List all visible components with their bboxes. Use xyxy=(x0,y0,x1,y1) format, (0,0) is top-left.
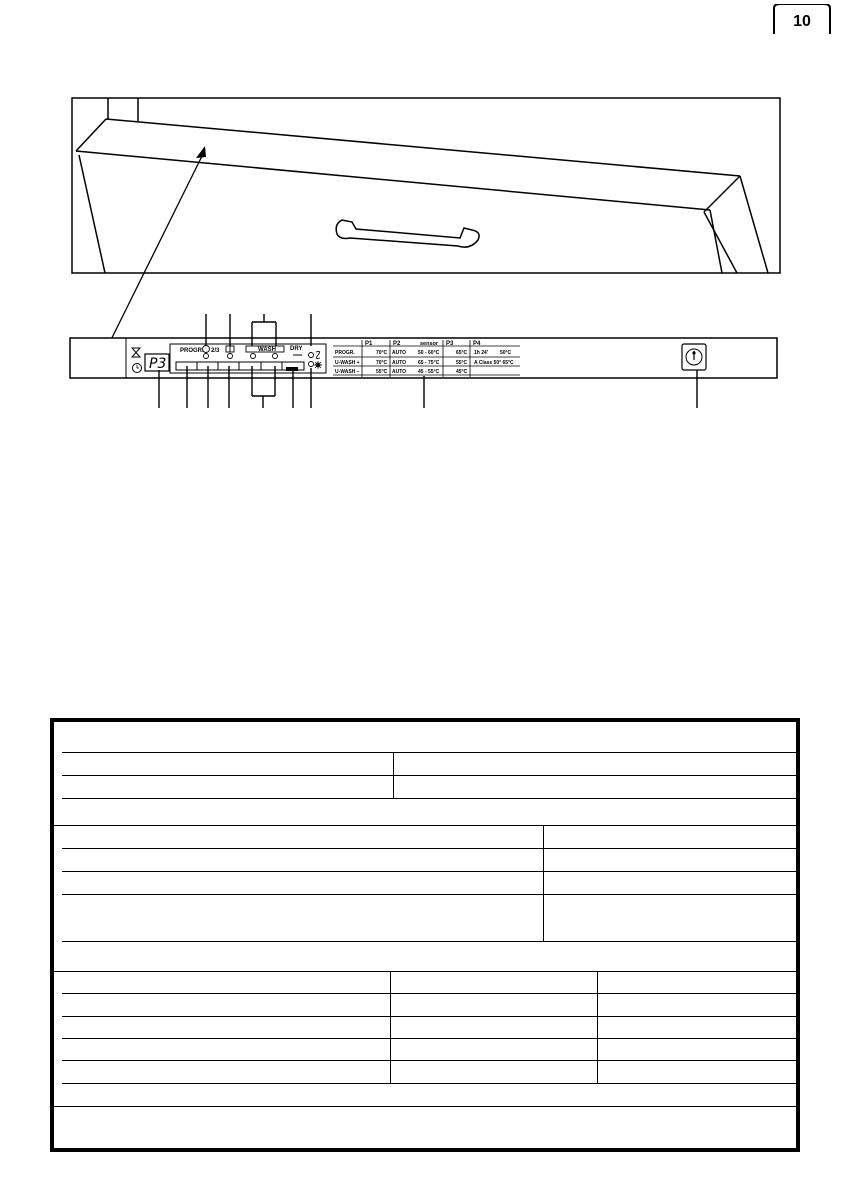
table-cell xyxy=(544,895,796,941)
table-row xyxy=(62,1039,796,1061)
p4-r1b: 50°C xyxy=(500,350,512,356)
table-cell xyxy=(394,753,796,775)
col-p4: P4 xyxy=(473,341,481,347)
label-progr: PROGR. xyxy=(180,348,204,354)
table-row xyxy=(62,776,796,799)
table-cell xyxy=(62,753,394,775)
table-cell xyxy=(391,1017,598,1038)
table-row xyxy=(62,994,796,1017)
table-row xyxy=(54,942,796,972)
table-cell xyxy=(62,1017,391,1038)
label-half-load: 2/3 xyxy=(211,348,220,354)
table-cell xyxy=(62,994,391,1016)
p2-auto-2: AUTO xyxy=(392,360,407,366)
table-row xyxy=(62,1107,796,1148)
table-cell xyxy=(391,972,598,993)
table-cell xyxy=(62,826,544,848)
table-cell xyxy=(62,849,544,871)
rinse-aid-icon xyxy=(314,361,322,369)
table-cell xyxy=(598,1039,796,1060)
power-switch-icon xyxy=(682,344,706,370)
table-cell xyxy=(62,972,391,993)
col-sensor: sensor xyxy=(420,341,439,347)
table-row xyxy=(62,895,796,942)
table-row xyxy=(54,1084,796,1107)
table-cell xyxy=(391,994,598,1016)
p1-r1: 70°C xyxy=(376,350,388,356)
table-row xyxy=(54,799,796,826)
table-cell xyxy=(544,849,796,871)
p1-r3: 55°C xyxy=(376,369,388,375)
row-uwash-plus: U-WASH + xyxy=(335,360,360,366)
table-cell xyxy=(544,826,796,848)
table-row xyxy=(62,722,796,753)
p3-r1: 65°C xyxy=(456,350,468,356)
table-cell xyxy=(598,1017,796,1038)
p4-r2: A Class 50° 65°C xyxy=(474,360,514,366)
row-progr: PROGR. xyxy=(335,350,355,356)
p3-r3: 45°C xyxy=(456,369,468,375)
table-cell xyxy=(391,1039,598,1060)
table-cell xyxy=(598,1061,796,1083)
table-row xyxy=(62,1061,796,1084)
table-row xyxy=(62,849,796,872)
p3-r2: 55°C xyxy=(456,360,468,366)
dishwasher-illustration xyxy=(0,0,850,420)
row-uwash-minus: U-WASH − xyxy=(335,369,360,375)
table-cell xyxy=(598,994,796,1016)
table-row xyxy=(62,872,796,895)
col-p3: P3 xyxy=(446,341,454,347)
page-number-text: 10 xyxy=(793,13,811,30)
control-panel xyxy=(70,338,777,378)
display-value: P3 xyxy=(149,356,167,372)
table-row xyxy=(62,753,796,776)
p2-r1: 50 - 60°C xyxy=(418,350,440,356)
table-cell xyxy=(62,1039,391,1060)
table-cell xyxy=(62,872,544,894)
p4-r1a: 1h 24' xyxy=(474,350,488,356)
table-cell xyxy=(62,776,394,798)
p1-r2: 70°C xyxy=(376,360,388,366)
p2-auto-1: AUTO xyxy=(392,350,407,356)
dishwasher-door xyxy=(72,98,780,273)
table-cell xyxy=(394,776,796,798)
col-p2: P2 xyxy=(393,341,401,347)
col-p1: P1 xyxy=(365,341,373,347)
table-cell xyxy=(391,1061,598,1083)
table-cell xyxy=(62,1061,391,1083)
label-wash: WASH xyxy=(258,347,276,353)
p2-r3: 45 - 55°C xyxy=(418,369,440,375)
table-row xyxy=(62,1017,796,1039)
p2-r2: 65 - 75°C xyxy=(418,360,440,366)
table-row xyxy=(62,972,796,994)
table-cell xyxy=(544,872,796,894)
label-dry: DRY xyxy=(290,346,303,352)
table-row xyxy=(62,826,796,849)
table-cell xyxy=(598,972,796,993)
specification-table xyxy=(50,718,800,1152)
table-cell xyxy=(62,895,544,941)
p2-auto-3: AUTO xyxy=(392,369,407,375)
